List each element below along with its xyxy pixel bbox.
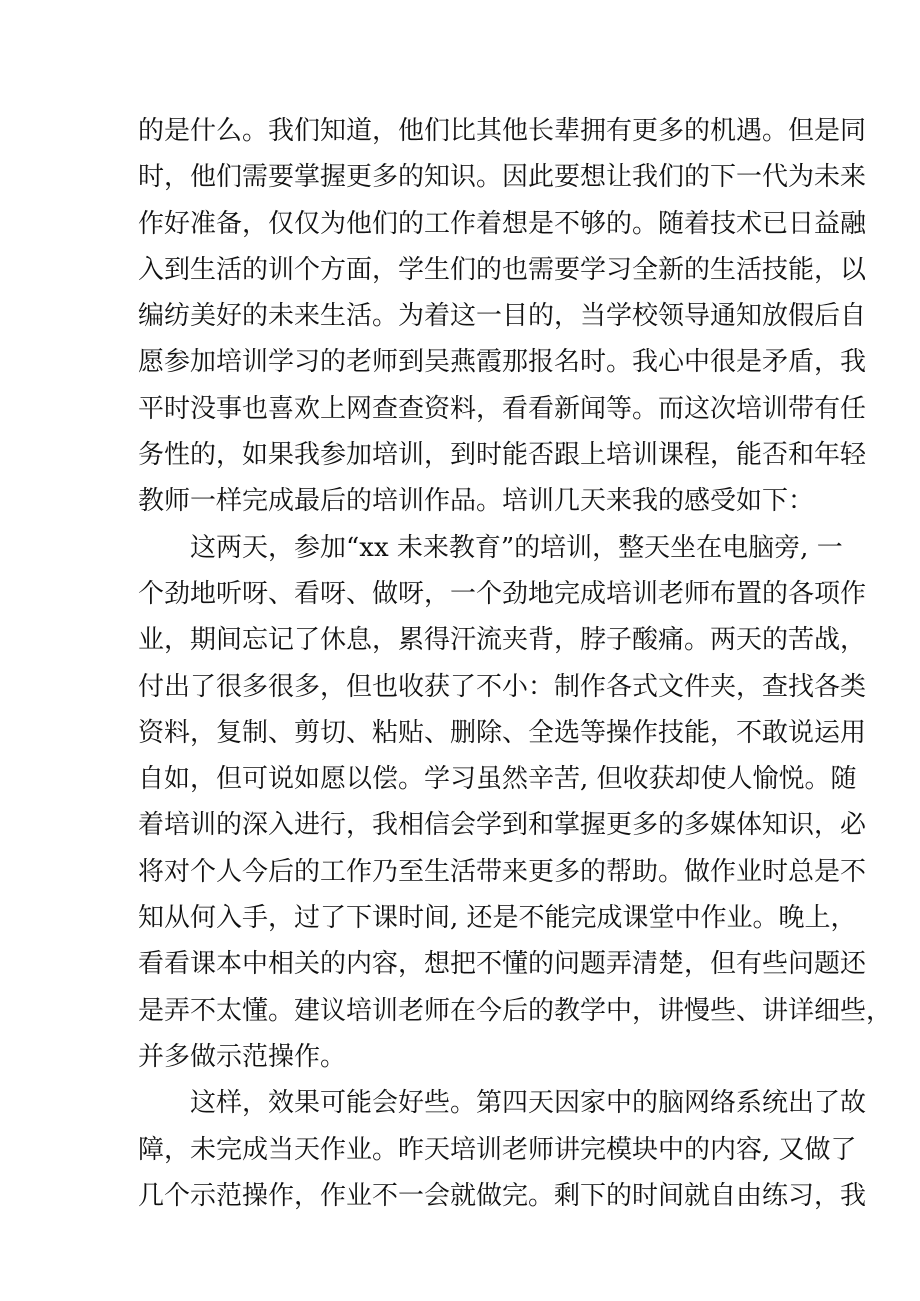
text-line: 是弄不太懂。建议培训老师在今后的教学中，讲慢些、讲详细些，: [138, 995, 893, 1026]
text-line: 付出了很多很多，但也收获了不小：制作各式文件夹，查找各类: [138, 671, 867, 702]
text-line: 教师一样完成最后的培训作品。培训几天来我的感受如下：: [138, 486, 815, 517]
text-line: 作好准备，仅仅为他们的工作着想是不够的。随着技术已日益融: [138, 208, 867, 239]
text-line: 将对个人今后的工作乃至生活带来更多的帮助。做作业时总是不: [138, 856, 867, 887]
text-line: 务性的，如果我参加培训，到时能否跟上培训课程，能否和年轻: [138, 440, 867, 471]
text-line: 这样，效果可能会好些。第四天因家中的脑网络系统出了故: [190, 1088, 867, 1119]
text-line: 资料，复制、剪切、粘贴、删除、全选等操作技能，不敢说运用: [138, 717, 867, 748]
paragraph-1: [138, 108, 867, 525]
text-line: 障，未完成当天作业。昨天培训老师讲完模块中的内容, 又做了: [138, 1134, 857, 1165]
text-line: 并多做示范操作。: [138, 1041, 347, 1072]
text-line: 业，期间忘记了休息，累得汗流夹背，脖子酸痛。两天的苦战，: [138, 625, 867, 656]
text-line: 看看课本中相关的内容，想把不懂的问题弄清楚，但有些问题还: [138, 949, 867, 980]
text-line: 知从何入手，过了下课时间, 还是不能完成课堂中作业。晚上，: [138, 903, 857, 934]
text-line: 几个示范操作，作业不一会就做完。剩下的时间就自由练习，我: [138, 1180, 867, 1211]
text-line: 平时没事也喜欢上网查查资料，看看新闻等。而这次培训带有任: [138, 393, 867, 424]
paragraph-2: [138, 525, 893, 1081]
text-line: 的是什么。我们知道，他们比其他长辈拥有更多的机遇。但是同: [138, 116, 867, 146]
text-line: 着培训的深入进行，我相信会学到和掌握更多的多媒体知识，必: [138, 810, 867, 841]
paragraph-3: [138, 1080, 867, 1219]
text-line: 编纺美好的未来生活。为着这一目的，当学校领导通知放假后自: [138, 301, 867, 332]
body-text: [138, 108, 893, 1219]
text-line: 入到生活的训个方面，学生们的也需要学习全新的生活技能，以: [138, 254, 867, 285]
text-line: 时，他们需要掌握更多的知识。因此要想让我们的下一代为未来: [138, 162, 867, 193]
text-line: 个劲地听呀、看呀、做呀，一个劲地完成培训老师布置的各项作: [138, 578, 867, 609]
text-line: 这两天，参加“xx 未来教育”的培训，整天坐在电脑旁, 一: [190, 532, 843, 563]
text-line: 愿参加培训学习的老师到吴燕霞那报名时。我心中很是矛盾，我: [138, 347, 867, 378]
text-line: 自如，但可说如愿以偿。学习虽然辛苦, 但收获却使人愉悦。随: [138, 764, 857, 795]
